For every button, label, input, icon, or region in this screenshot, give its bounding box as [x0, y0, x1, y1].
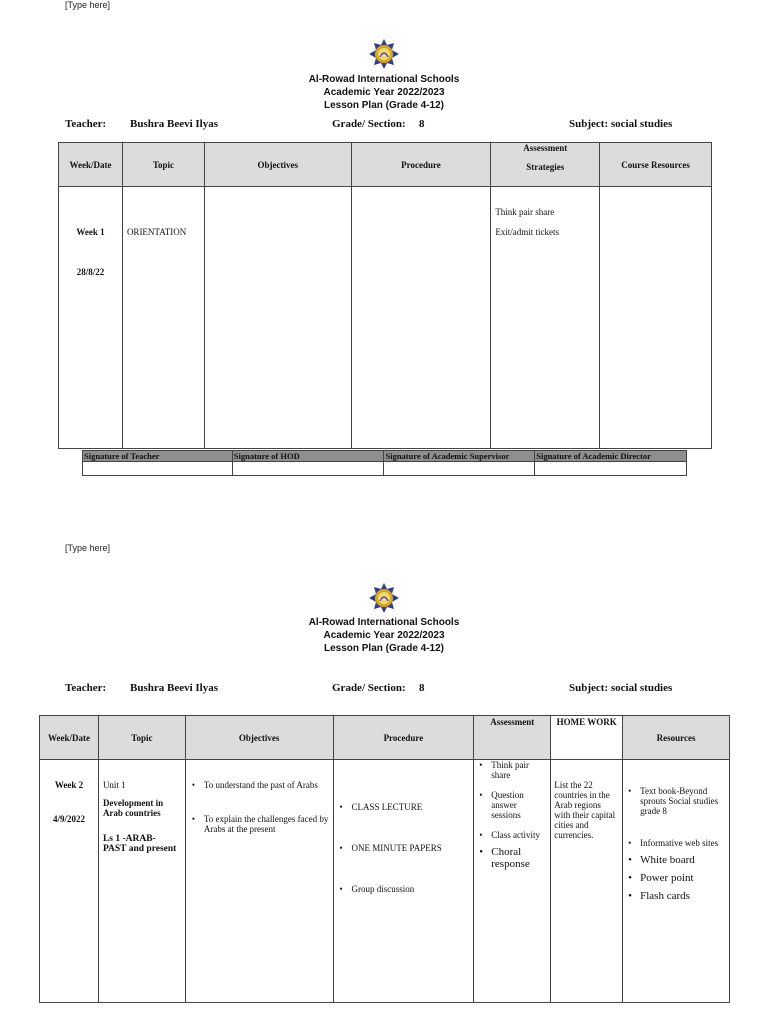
assessment-item: Exit/admit tickets [495, 227, 560, 237]
grade-label: Grade/ Section: [332, 682, 406, 694]
week-label: Week 1 [76, 227, 105, 237]
procedure-list [338, 802, 470, 894]
signature-teacher-field[interactable] [83, 462, 233, 476]
signature-director-label: Signature of Academic Director [535, 451, 687, 462]
unit-title: Development in Arab countries [102, 798, 164, 818]
cell-week [59, 187, 123, 449]
table-row [59, 187, 712, 449]
header-placeholder: [Type here] [65, 0, 111, 10]
signature-row [83, 462, 687, 476]
resource-item: • White board [626, 854, 726, 866]
academic-year: Academic Year 2022/2023 [323, 630, 445, 641]
col-week-date: Week/Date [59, 143, 123, 187]
cell-procedure [333, 760, 474, 1003]
col-assessment [491, 143, 600, 187]
date-label: 4/9/2022 [52, 814, 85, 824]
lesson-title: Ls 1 -ARAB- PAST and present [102, 834, 177, 854]
table-header-row [40, 716, 730, 760]
lesson-plan-table-1 [58, 142, 712, 449]
cell-topic [98, 760, 185, 1003]
procedure-item: • ONE MINUTE PAPERS [338, 843, 470, 853]
grade-label: Grade/ Section: [332, 118, 406, 130]
homework-text: List the 22 countries in the Arab regions with their capital cities and currencies. [554, 780, 616, 840]
procedure-item: • Group discussion [338, 884, 470, 894]
resource-item: • Power point [626, 872, 726, 884]
week-label: Week 2 [54, 780, 84, 790]
subject-label: Subject: social studies [569, 118, 673, 130]
academic-year: Academic Year 2022/2023 [323, 87, 445, 98]
signature-director-field[interactable] [535, 462, 687, 476]
objective-item: • To understand the past of Arabs [190, 780, 329, 790]
cell-objectives [204, 187, 351, 449]
col-resources: Resources [623, 716, 730, 760]
col-objectives: Objectives [204, 143, 351, 187]
teacher-label: Teacher: [65, 118, 107, 130]
assessment-item: • Class activity [477, 830, 547, 840]
signature-supervisor-field[interactable] [384, 462, 535, 476]
cell-week [40, 760, 99, 1003]
grade-value: 8 [419, 118, 425, 130]
cell-topic [122, 187, 204, 449]
teacher-name: Bushra Beevi Ilyas [130, 682, 219, 694]
school-name: Al-Rowad International Schools [308, 617, 460, 628]
grade-value: 8 [419, 682, 425, 694]
cell-assessment [474, 760, 551, 1003]
resource-item: • Flash cards [626, 890, 726, 902]
cell-resources [600, 187, 712, 449]
cell-assessment [491, 187, 600, 449]
topic-text: ORIENTATION [126, 227, 187, 237]
objective-item: • To explain the challenges faced by Arabs at the present [190, 814, 329, 834]
date-label: 28/8/22 [76, 267, 105, 277]
lesson-plan-title: Lesson Plan (Grade 4-12) [323, 643, 445, 654]
resources-list [626, 786, 726, 902]
col-procedure: Procedure [333, 716, 474, 760]
col-week-date: Week/Date [40, 716, 99, 760]
header-placeholder: [Type here] [65, 543, 111, 553]
procedure-item: • CLASS LECTURE [338, 802, 470, 812]
signature-table [82, 450, 687, 476]
col-objectives: Objectives [185, 716, 333, 760]
lesson-plan-title: Lesson Plan (Grade 4-12) [323, 100, 445, 111]
col-assessment-line1: Assessment [523, 143, 568, 153]
subject-label: Subject: social studies [569, 682, 673, 694]
unit-label: Unit 1 [102, 780, 126, 790]
table-header-row [59, 143, 712, 187]
assessment-item: • Question answer sessions [477, 790, 547, 820]
signature-hod-field[interactable] [232, 462, 384, 476]
assessment-item: • Think pair share [477, 760, 547, 780]
assessment-item: • Choral response [477, 846, 547, 870]
signature-header-row [83, 451, 687, 462]
teacher-name: Bushra Beevi Ilyas [130, 118, 219, 130]
col-topic: Topic [98, 716, 185, 760]
teacher-label: Teacher: [65, 682, 107, 694]
col-assessment: Assessment [474, 716, 551, 760]
signature-teacher-label: Signature of Teacher [83, 451, 233, 462]
col-homework: HOME WORK [551, 716, 623, 760]
resource-item: • Text book-Beyond sprouts Social studies grade 8 [626, 786, 726, 816]
signature-hod-label: Signature of HOD [232, 451, 384, 462]
col-procedure: Procedure [351, 143, 491, 187]
school-heading [234, 73, 534, 112]
school-emblem-icon [368, 38, 400, 70]
col-assessment-line2: Strategies [526, 162, 565, 172]
resource-item: • Informative web sites [626, 838, 726, 848]
table-row [40, 760, 730, 1003]
lesson-plan-table-2 [39, 715, 730, 1003]
signature-supervisor-label: Signature of Academic Supervisor [384, 451, 535, 462]
school-name: Al-Rowad International Schools [308, 74, 460, 85]
cell-procedure [351, 187, 491, 449]
assessment-item: Think pair share [495, 207, 555, 217]
col-course-resources: Course Resources [600, 143, 712, 187]
cell-resources [623, 760, 730, 1003]
cell-homework [551, 760, 623, 1003]
col-topic: Topic [122, 143, 204, 187]
assessment-list [477, 760, 547, 870]
objectives-list [190, 780, 329, 834]
school-heading [234, 616, 534, 655]
school-emblem-icon [368, 582, 400, 614]
cell-objectives [185, 760, 333, 1003]
